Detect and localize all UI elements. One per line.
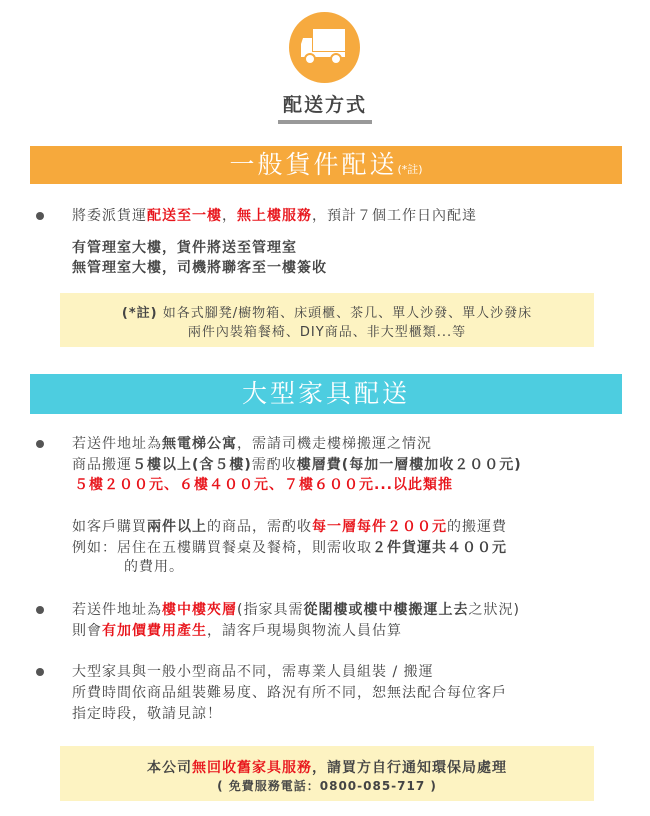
footer-hotline: ( 免費服務電話：0800-085-717 ) <box>217 779 437 793</box>
text: 需酌收 <box>251 457 297 473</box>
text: ，請客戶現場與物流人員估算 <box>207 623 402 639</box>
highlight: 無回收舊家具服務 <box>192 760 312 776</box>
text: ，請買方自行通知環保局處理 <box>312 760 507 776</box>
bold-text: 從閣樓或樓中樓搬運上去 <box>303 602 469 618</box>
large-b3-line-3: 指定時段，敬請見諒！ <box>72 706 222 722</box>
text: (指家具需 <box>237 602 304 618</box>
note-label: (*註) <box>121 306 158 321</box>
large-b1-line-1 <box>72 435 432 453</box>
text: 若送件地址為 <box>72 602 162 618</box>
highlight: 樓中樓夾層 <box>162 602 237 618</box>
text: 若送件地址為 <box>72 436 162 452</box>
note-line-1 <box>60 302 594 321</box>
general-note-box <box>60 293 594 347</box>
general-shipping-note-mark: (*註) <box>397 163 423 176</box>
footer-line-1 <box>60 757 594 777</box>
general-shipping-title: 一般貨件配送 <box>229 150 398 179</box>
text: ，預計７個工作日內配達 <box>312 208 477 224</box>
bold-text: 無電梯公寓 <box>162 436 237 452</box>
bold-text: ２件貨運共４００元 <box>372 540 507 556</box>
general-bullet-1 <box>72 207 477 225</box>
text: 之狀況) <box>468 602 520 618</box>
large-b3-line-2: 所費時間依商品組裝難易度、路況有所不同，恕無法配合每位客戶 <box>72 685 507 701</box>
bullet-dot <box>36 440 44 448</box>
text: 將委派貨運 <box>72 208 147 224</box>
bullet-dot <box>36 606 44 614</box>
truck-badge <box>289 12 360 83</box>
large-b1-extra-line-1 <box>72 518 507 536</box>
large-b3-line-1: 大型家具與一般小型商品不同，需專業人員組裝 / 搬運 <box>72 664 434 680</box>
text: 商品搬運 <box>72 457 132 473</box>
truck-icon <box>299 24 351 70</box>
general-sub-2: 無管理室大樓，司機將聯客至一樓簽收 <box>72 260 327 276</box>
general-sub-1: 有管理室大樓，貨件將送至管理室 <box>72 240 297 256</box>
text: 的商品，需酌收 <box>207 519 312 535</box>
bold-text: 樓層費(每加一層樓加收２００元) <box>296 457 522 473</box>
text: 則會 <box>72 623 102 639</box>
large-furniture-title: 大型家具配送 <box>241 379 410 408</box>
bold-text: ５樓以上(含５樓) <box>132 457 252 473</box>
text: ，需請司機走樓梯搬運之情況 <box>237 436 432 452</box>
large-b2-line-2 <box>72 622 402 640</box>
text: 本公司 <box>147 760 192 776</box>
text: ， <box>222 208 237 224</box>
highlight: 配送至一樓 <box>147 208 222 224</box>
large-b1-extra-line-3: 的費用。 <box>124 559 184 575</box>
note-line-2: 兩件內裝箱餐椅、DIY商品、非大型櫃類...等 <box>187 325 467 340</box>
highlight: 有加價費用產生 <box>102 623 207 639</box>
large-furniture-banner <box>30 374 622 414</box>
bold-text: 兩件以上 <box>147 519 207 535</box>
large-b2-line-1 <box>72 601 520 619</box>
text: 如客戶購買 <box>72 519 147 535</box>
large-b1-line-3: ５樓２００元、６樓４００元、７樓６００元...以此類推 <box>74 477 453 493</box>
text: 例如：居住在五樓購買餐桌及餐椅，則需收取 <box>72 540 372 556</box>
footer-notice-box <box>60 746 594 801</box>
large-b1-line-2 <box>72 456 522 474</box>
highlight: 每一層每件２００元 <box>312 519 447 535</box>
note-text: 如各式腳凳/櫥物箱、床頭櫃、茶几、單人沙發、單人沙發床 <box>162 306 533 321</box>
text: 的搬運費 <box>447 519 507 535</box>
bullet-dot <box>36 668 44 676</box>
title-underline <box>278 120 372 124</box>
highlight: 無上樓服務 <box>237 208 312 224</box>
bullet-dot <box>36 212 44 220</box>
page-title: 配送方式 <box>282 94 367 116</box>
general-shipping-banner <box>30 146 622 184</box>
large-b1-extra-line-2 <box>72 539 507 557</box>
